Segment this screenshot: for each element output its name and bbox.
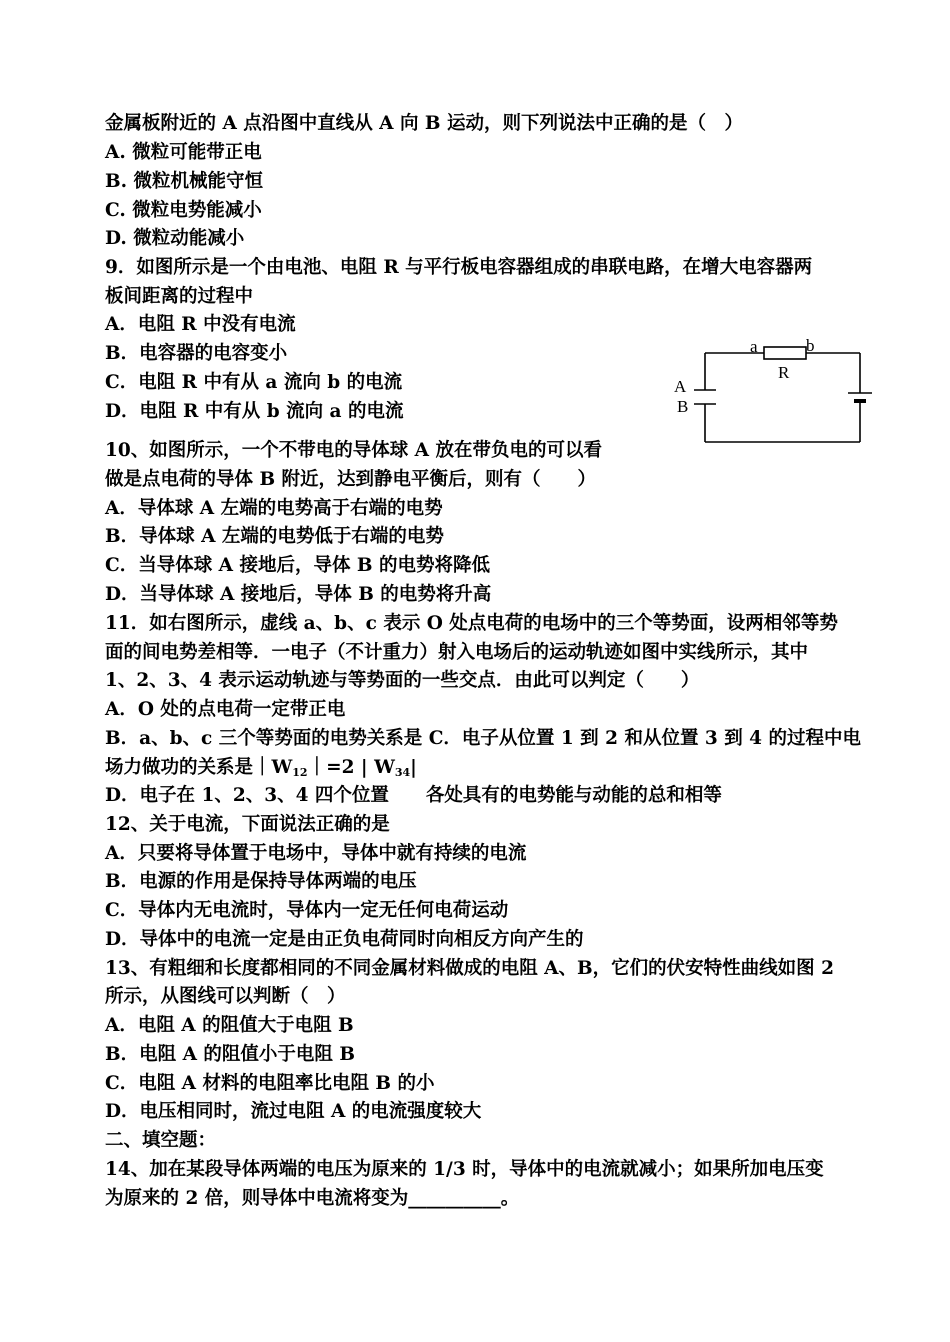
q10-option-c: C．当导体球 A 接地后，导体 B 的电势将降低 bbox=[105, 555, 490, 576]
q13-option-c: C．电阻 A 材料的电阻率比电阻 B 的小 bbox=[105, 1073, 435, 1094]
q10-option-a: A．导体球 A 左端的电势高于右端的电势 bbox=[105, 498, 443, 519]
q9-stem-line1: 9．如图所示是一个由电池、电阻 R 与平行板电容器组成的串联电路，在增大电容器两 bbox=[105, 257, 813, 278]
q13-stem-line1: 13、有粗细和长度都相同的不同金属材料做成的电阻 A、B，它们的伏安特性曲线如图 2 bbox=[105, 958, 834, 979]
work-relation-end: | bbox=[410, 757, 417, 778]
q12-option-d: D．导体中的电流一定是由正负电荷同时向相反方向产生的 bbox=[105, 929, 584, 950]
q11-stem-line3: 1、2、3、4 表示运动轨迹与等势面的一些交点．由此可以判定（ ） bbox=[105, 670, 700, 691]
q10-stem-line1: 10、如图所示，一个不带电的导体球 A 放在带负电的可以看 bbox=[105, 440, 602, 461]
q10-stem-line2: 做是点电荷的导体 B 附近，达到静电平衡后，则有（ ） bbox=[105, 469, 597, 490]
q8-option-a: A. 微粒可能带正电 bbox=[105, 142, 262, 163]
q9-stem-line2: 板间距离的过程中 bbox=[105, 286, 254, 307]
q12-option-c: C．导体内无电流时，导体内一定无任何电荷运动 bbox=[105, 900, 509, 921]
work-relation-text: 场力做功的关系是｜W bbox=[105, 757, 293, 778]
q12-option-a: A．只要将导体置于电场中，导体中就有持续的电流 bbox=[105, 843, 527, 864]
q9-option-c: C．电阻 R 中有从 a 流向 b 的电流 bbox=[105, 372, 403, 393]
q11-option-b-line2 bbox=[105, 755, 417, 786]
q8-stem-end: 金属板附近的 A 点沿图中直线从 A 向 B 运动，则下列说法中正确的是（ ） bbox=[105, 113, 743, 134]
q11-stem-line2: 面的间电势差相等．一电子（不计重力）射入电场后的运动轨迹如图中实线所示，其中 bbox=[105, 642, 809, 663]
q9-option-d: D．电阻 R 中有从 b 流向 a 的电流 bbox=[105, 401, 404, 422]
q12-stem: 12、关于电流，下面说法正确的是 bbox=[105, 814, 390, 835]
q13-option-a: A．电阻 A 的阻值大于电阻 B bbox=[105, 1015, 354, 1036]
q13-option-d: D．电压相同时，流过电阻 A 的电流强度较大 bbox=[105, 1101, 482, 1122]
circuit-diagram bbox=[668, 330, 878, 450]
q8-option-c: C. 微粒电势能减小 bbox=[105, 200, 262, 221]
node-label-b: b bbox=[806, 336, 815, 355]
node-label-a: a bbox=[750, 337, 758, 356]
q8-option-b: B. 微粒机械能守恒 bbox=[105, 171, 264, 192]
work-relation-mid: ｜=2 | W bbox=[307, 757, 395, 778]
resistor-label-r: R bbox=[778, 363, 790, 382]
plate-label-b: B bbox=[677, 397, 689, 416]
work-subscript-12: 12 bbox=[292, 766, 308, 779]
plate-label-a: A bbox=[674, 377, 687, 396]
q14-stem-line1: 14、加在某段导体两端的电压为原来的 1/3 时，导体中的电流就减小；如果所加电压变 bbox=[105, 1159, 824, 1180]
q9-option-a: A．电阻 R 中没有电流 bbox=[105, 314, 296, 335]
q10-option-b: B．导体球 A 左端的电势低于右端的电势 bbox=[105, 526, 444, 547]
q12-option-b: B．电源的作用是保持导体两端的电压 bbox=[105, 871, 417, 892]
q9-option-b: B．电容器的电容变小 bbox=[105, 343, 288, 364]
q11-stem-line1: 11．如右图所示，虚线 a、b、c 表示 O 处点电荷的电场中的三个等势面，设两相邻等势 bbox=[105, 613, 838, 634]
q11-option-b-line1: B．a、b、c 三个等势面的电势关系是 C．电子从位置 1 到 2 和从位置 3 到 4 的过程中电 bbox=[105, 728, 861, 749]
q11-option-d: D．电子在 1、2、3、4 四个位置 各处具有的电势能与动能的总和相等 bbox=[105, 785, 722, 806]
q13-option-b: B．电阻 A 的阻值小于电阻 B bbox=[105, 1044, 355, 1065]
resistor-symbol bbox=[764, 347, 806, 359]
q10-option-d: D．当导体球 A 接地后，导体 B 的电势将升高 bbox=[105, 584, 492, 605]
q8-option-d: D. 微粒动能减小 bbox=[105, 228, 245, 249]
q13-stem-line2: 所示，从图线可以判断（ ） bbox=[105, 986, 346, 1007]
work-subscript-34: 34 bbox=[394, 766, 411, 779]
q14-stem-line2: 为原来的 2 倍，则导体中电流将变为__________。 bbox=[105, 1188, 520, 1209]
q11-option-a: A．O 处的点电荷一定带正电 bbox=[105, 699, 346, 720]
section-heading-fill-in: 二、填空题： bbox=[105, 1130, 217, 1151]
